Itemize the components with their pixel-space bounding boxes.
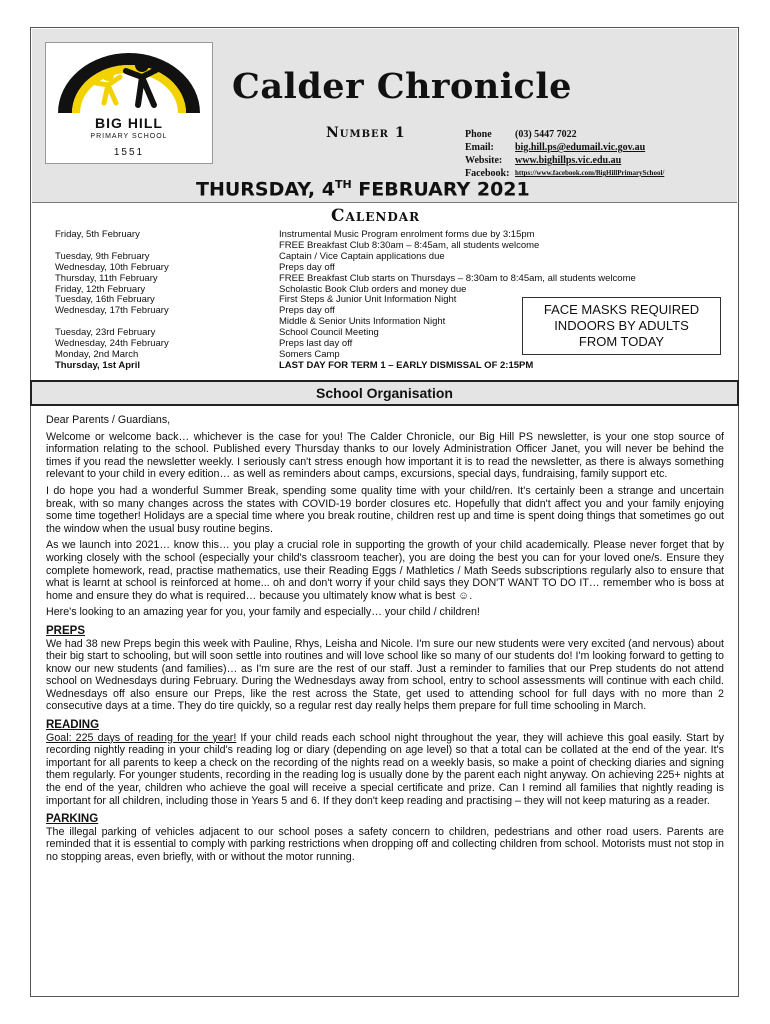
logo-emblem-icon [46, 43, 212, 123]
reading-text: If your child reads each school night throughout the year, they will achieve this goal easily. Start by recording nightly reading in your child's reading log or diary (depending on age level) so that a total can be collated at the end of the year. It's important for all parents to keep a check on the recording of the nights read on a weekly basis, so make a point of checking diaries and signing them regularly. For younger students, recording in the reading log is usually done by the parent each night anyway. On achieving 225+ nights at the end of the year, children who achieve the goal will receive a special certificate and prize. Can I remind all families that nightly reading is important for all children, including those in Years 5 and 6. If they don't keep reading and practising – they will not keep maturing as a reader. [46, 731, 724, 807]
issue-date [196, 178, 530, 200]
calendar-event: Preps day off [279, 305, 335, 317]
section-title: School Organisation [30, 380, 739, 406]
calendar-event: Captain / Vice Captain applications due [279, 250, 445, 262]
notice-line: FROM TODAY [578, 334, 665, 349]
logo-subtitle: PRIMARY SCHOOL [90, 133, 168, 140]
calendar-event: Instrumental Music Program enrolment forms due by 3:15pm [279, 229, 535, 240]
contact-phone [465, 128, 664, 141]
calendar-date: Wednesday, 24th February [55, 338, 169, 349]
calendar-date: Friday, 12th February [55, 283, 146, 295]
paragraph: Here's looking to an amazing year for you, your family and especially… your child / children! [46, 606, 480, 619]
notice-line: INDOORS BY ADULTS [554, 318, 689, 333]
website-link[interactable]: www.bighillps.vic.edu.au [515, 155, 622, 166]
date-part: THURSDAY, 4 [196, 178, 335, 201]
calendar-event: Scholastic Book Club orders and money due [279, 283, 467, 295]
calendar-date: Tuesday, 9th February [55, 250, 150, 262]
newsletter-body [46, 414, 724, 868]
newsletter-title: Calder Chronicle [232, 66, 572, 107]
calendar-event: FREE Breakfast Club starts on Thursdays – 8:30am to 8:45am, all students welcome [279, 272, 636, 284]
calendar-event: FREE Breakfast Club 8:30am – 8:45am, all students welcome [279, 239, 540, 251]
preps-text: We had 38 new Preps begin this week with Pauline, Rhys, Leisha and Nicole. I'm sure our new students were very excited (and nervous) about their big start to schooling, but will soon settle into routines and will love school like so many of our students do! I'm looking forward to getting to know our new students (and families)… as I'm sure are the rest of our staff. Just a reminder to families that our Prep students do not attend school on Wednesdays during February. During the Wednesdays away from school, entry to school assessments will continue with each child. Wednesdays off also ensure our Preps, like the rest across the State, get used to attending school for full days with no more than 2 consecutive days at a time. They do tire quickly, so a regular rest day really helps them prepare for full time schooling in March. [46, 637, 724, 713]
issue-number: Number 1 [326, 125, 406, 141]
facebook-link[interactable]: https://www.facebook.com/BigHillPrimarySchool/ [515, 169, 665, 177]
calendar-date: Thursday, 11th February [55, 272, 158, 284]
calendar-date: Thursday, 1st April [55, 359, 140, 371]
calendar-event: Preps last day off [279, 338, 353, 349]
greeting: Dear Parents / Guardians, [46, 414, 171, 426]
logo-school-name: BIG HILL [95, 115, 163, 131]
reading-heading: READING [46, 719, 100, 732]
calendar-event: Somers Camp [279, 348, 340, 360]
logo-number: 1551 [113, 147, 145, 158]
parking-heading: PARKING [46, 813, 99, 826]
paragraph: As we launch into 2021… know this… you play a crucial role in supporting the growth of your child academically. Please never forget that by working closely with the school (especially your child's classroom teacher), you are doing the best you can for your loved one/s. Ensure they complete homework, read, practise mathematics, use their Reading Eggs / Mathletics / Math Seeds subscriptions regularly also to ensure that what is learnt at school is reinforced at home... oh and don't worry if your child says they DON'T WANT TO DO IT… remember who is boss at home and ensure they do what is required… because you ultimately know what is best ☺. [46, 539, 724, 602]
contact-label: Facebook: [465, 168, 510, 179]
calendar-title: Calendar [331, 206, 421, 226]
calendar-date: Tuesday, 23rd February [55, 327, 156, 339]
calendar-event: Preps day off [279, 261, 335, 273]
contact-email [465, 141, 664, 154]
paragraph: I do hope you had a wonderful Summer Break, spending some quality time with your child/ren. It's certainly been a strange and uncertain break, with so many changes across the states with COVID-19 border closures etc. Hopefully that didn't affect you and your family enjoying some time together! Holidays are a special time where you break routine, children rest up and time is spent doing things that sometimes go out the window when the usual busy routine begins. [46, 484, 724, 535]
contact-label: Email: [465, 142, 494, 153]
calendar-event: First Steps & Junior Unit Information Night [279, 294, 457, 306]
contact-details [465, 128, 664, 180]
phone-value: (03) 5447 7022 [515, 129, 577, 140]
email-link[interactable]: big.hill.ps@edumail.vic.gov.au [515, 142, 646, 153]
school-logo [45, 42, 213, 164]
calendar-date: Monday, 2nd March [55, 348, 139, 360]
preps-heading: PREPS [46, 624, 85, 637]
calendar-date: Friday, 5th February [55, 229, 140, 240]
reading-goal: Goal: 225 days of reading for the year! [46, 731, 237, 744]
parking-text: The illegal parking of vehicles adjacent to our school poses a safety concern to children, pedestrians and other road users. Parents are reminded that it is essential to comply with parking restrictions when dropping off and collecting children from school. Motorists must not stop in no stopping areas, even briefly, with or without the motor running. [46, 825, 724, 863]
face-mask-notice [522, 297, 721, 355]
reading-paragraph [46, 732, 724, 808]
calendar-date: Tuesday, 16th February [55, 294, 155, 306]
contact-label: Phone [465, 129, 492, 140]
notice-line: FACE MASKS REQUIRED [543, 302, 700, 317]
contact-label: Website: [465, 155, 503, 166]
calendar-event: School Council Meeting [279, 327, 379, 339]
calendar-date: Wednesday, 17th February [55, 305, 169, 317]
calendar-date: Wednesday, 10th February [55, 261, 169, 273]
contact-website [465, 154, 664, 167]
date-suffix: TH [334, 178, 352, 191]
date-part: FEBRUARY 2021 [351, 178, 530, 201]
paragraph: Welcome or welcome back… whichever is the case for you! The Calder Chronicle, our Big Hill PS newsletter, is your one stop source of information relating to the school. Published every Thursday thanks to our lovely Administration Officer Janet, you will never be behind the times if you read the newsletter weekly. I seriously can't stress enough how important it is to read the newsletter, as there is always something relevant to your child in every edition… as well as reminders about camps, excursions, special days, fundraising, family support etc. [46, 430, 724, 481]
calendar-event: LAST DAY FOR TERM 1 – EARLY DISMISSAL OF 2:15PM [279, 359, 534, 371]
calendar-event: Middle & Senior Units Information Night [279, 316, 446, 328]
